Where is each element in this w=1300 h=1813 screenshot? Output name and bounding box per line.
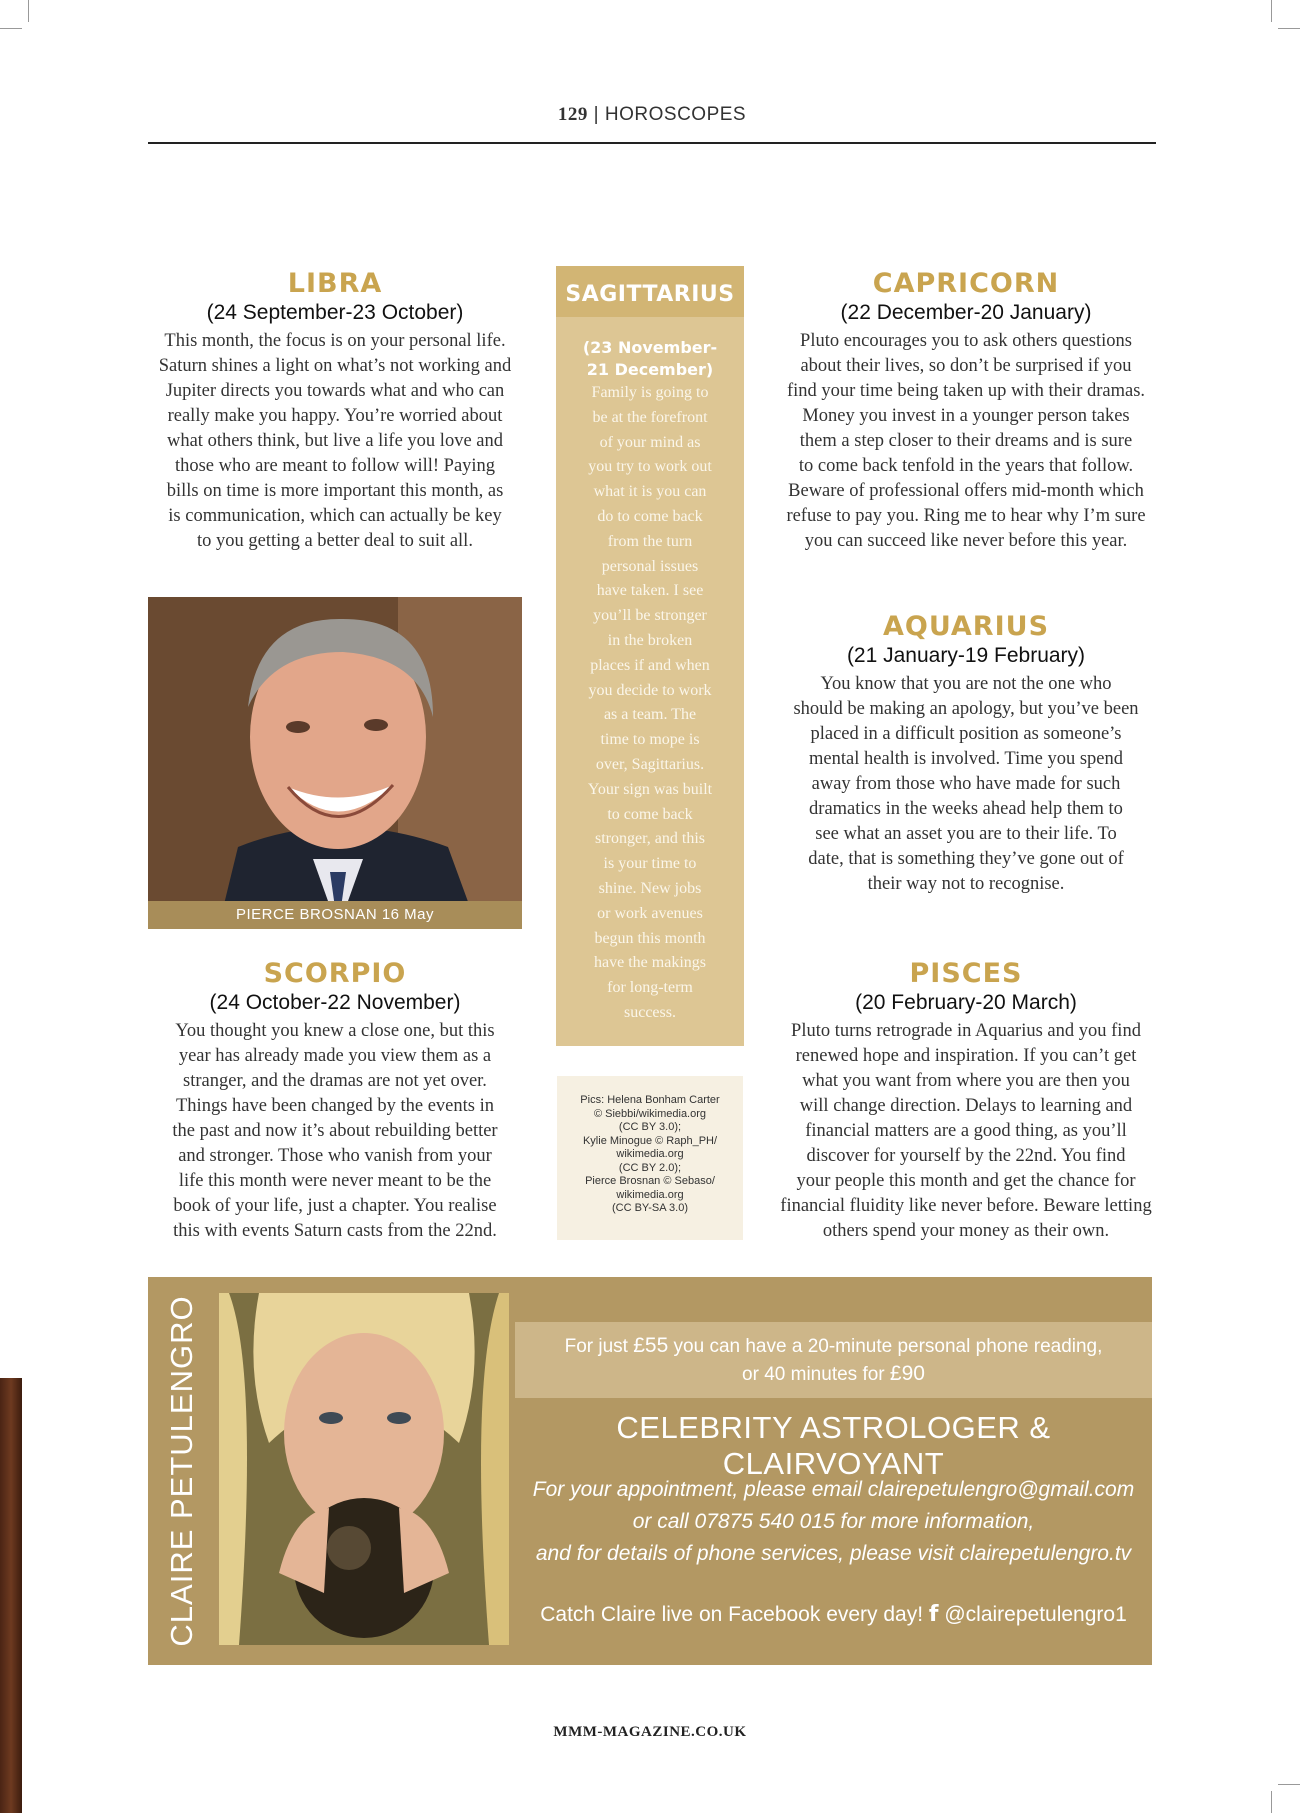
page-spine-edge	[0, 1378, 22, 1813]
sign-name: PISCES	[909, 958, 1023, 989]
text-line: really make you happy. You’re worried about	[167, 406, 503, 426]
text-line: Things have been changed by the events in	[176, 1096, 494, 1116]
text-line: do to come back	[597, 507, 703, 525]
credit-line: (CC BY 2.0);	[618, 1161, 682, 1174]
crop-mark	[1271, 0, 1272, 22]
credit-line: Pierce Brosnan © Sebaso/	[585, 1175, 715, 1187]
text-line: financial fluidity like never before. Beware letting	[780, 1196, 1152, 1216]
astrologer-name: CLAIRE PETULENGRO	[164, 1295, 199, 1647]
text-line: for long-term	[607, 979, 693, 997]
facebook-text: Catch Claire live on Facebook every day!	[540, 1603, 924, 1626]
text-line: is communication, which can actually be key	[168, 506, 502, 526]
text-line: You know that you are not the one who	[820, 674, 1112, 694]
text-line: what you want from where you are then you	[802, 1071, 1130, 1091]
text-line: your people this month and get the chance for	[796, 1171, 1136, 1191]
advert-vertical-name	[148, 1277, 216, 1665]
pisces-entry	[776, 959, 1156, 1244]
text-line: book of your life, just a chapter. You realise	[173, 1196, 497, 1216]
text-line: you decide to work	[588, 681, 712, 699]
section-title: HOROSCOPES	[604, 104, 747, 125]
sign-text	[148, 1019, 522, 1244]
header-separator: |	[593, 104, 600, 125]
text-line: personal issues	[601, 557, 699, 575]
text-line: Pluto encourages you to ask others questions	[800, 331, 1132, 351]
text-line: begun this month	[594, 929, 706, 947]
text-line: from the turn	[607, 532, 693, 550]
date-line: (23 November-	[582, 338, 718, 357]
offer-text: you can have a 20-minute personal phone reading,	[668, 1336, 1103, 1357]
sign-dates: (22 December-20 January)	[840, 301, 1092, 324]
credit-line: (CC BY-SA 3.0)	[611, 1202, 688, 1214]
text-line: will change direction. Delays to learning and	[799, 1096, 1133, 1116]
text-line: refuse to pay you. Ring me to hear why I’m sure	[786, 506, 1146, 526]
page-number: 129	[557, 104, 588, 125]
text-line: should be making an apology, but you’ve been	[793, 699, 1139, 719]
text-line: as a team. The	[603, 706, 697, 724]
sign-dates: (20 February-20 March)	[855, 991, 1077, 1014]
contact-line: and for details of phone services, please visit clairepetulengro.tv	[535, 1542, 1132, 1565]
text-line: what others think, but live a life you love and	[166, 431, 503, 451]
sign-name: CAPRICORN	[872, 268, 1060, 299]
footer-site: MMM-MAGAZINE.CO.UK	[553, 1724, 747, 1740]
text-line: and stronger. Those who vanish from your	[178, 1146, 492, 1166]
sign-name: SCORPIO	[263, 958, 407, 989]
sign-dates: (24 October-22 November)	[209, 991, 461, 1014]
credit-line: Kylie Minogue © Raph_PH/	[582, 1134, 718, 1147]
sign-dates: (21 January-19 February)	[846, 644, 1086, 667]
text-line: to you getting a better deal to suit all.	[197, 531, 473, 551]
text-line: bills on time is more important this month, as	[166, 481, 504, 501]
text-line: those who are meant to follow will! Paying	[174, 456, 496, 476]
text-line: you try to work out	[588, 458, 712, 476]
text-line: You thought you knew a close one, but this	[175, 1021, 495, 1041]
text-line: time to mope is	[600, 731, 700, 749]
credit-line: wikimedia.org	[616, 1148, 684, 1160]
contact-line: or call 07875 540 015 for more information,	[632, 1510, 1035, 1533]
photo-caption: PIERCE BROSNAN 16 May	[148, 901, 522, 929]
sign-dates: (24 September-23 October)	[206, 301, 464, 324]
astrologer-illustration	[219, 1293, 509, 1645]
text-line: find your time being taken up with their dramas.	[786, 381, 1146, 401]
text-line: dramatics in the weeks ahead help them to	[809, 799, 1123, 819]
text-line: date, that is something they’ve gone out of	[808, 849, 1124, 869]
portrait-illustration	[148, 597, 522, 929]
credit-line: (CC BY 3.0);	[618, 1121, 682, 1133]
aquarius-entry	[776, 612, 1156, 897]
text-line: others spend your money as their own.	[822, 1221, 1110, 1241]
running-header	[148, 104, 1156, 126]
scorpio-entry	[148, 959, 522, 1244]
text-line: have the makings	[594, 954, 706, 972]
text-line: you can succeed like never before this year.	[804, 531, 1128, 551]
date-line: 21 December)	[586, 360, 714, 379]
text-line: Pluto turns retrograde in Aquarius and you find	[791, 1021, 1141, 1041]
text-line: of your mind as	[599, 433, 701, 451]
offer-text: For just	[564, 1336, 634, 1357]
text-line: or work avenues	[597, 904, 703, 922]
astrologer-photo	[219, 1293, 509, 1645]
text-line: to come back	[607, 805, 693, 823]
text-line: financial matters are a good thing, as you’ll	[805, 1121, 1127, 1141]
text-line: have taken. I see	[596, 582, 704, 600]
sign-name: LIBRA	[287, 268, 383, 299]
advert-facebook	[515, 1602, 1152, 1627]
text-line: them a step closer to their dreams and is sure	[799, 431, 1133, 451]
photo-credits	[557, 1076, 743, 1240]
celebrity-photo	[148, 597, 522, 929]
sign-name: AQUARIUS	[882, 611, 1050, 642]
text-line: success.	[624, 1003, 676, 1021]
text-line: This month, the focus is on your personal life.	[164, 331, 506, 351]
sign-text	[556, 381, 744, 1026]
credit-line: wikimedia.org	[616, 1188, 684, 1201]
facebook-handle: @clairepetulengro1	[944, 1603, 1127, 1626]
text-line: discover for yourself by the 22nd. You find	[806, 1146, 1126, 1166]
text-line: this with events Saturn casts from the 22nd.	[173, 1221, 497, 1241]
crop-mark	[1278, 28, 1300, 29]
price-55: £55	[633, 1334, 669, 1357]
text-line: Beware of professional offers mid-month which	[788, 481, 1144, 501]
text-line: Money you invest in a younger person takes	[802, 406, 1130, 426]
text-line: see what an asset you are to their life. To	[815, 824, 1117, 844]
text-line: Your sign was built	[587, 780, 713, 798]
header-rule	[148, 142, 1156, 144]
text-line: the past and now it’s about rebuilding better	[172, 1121, 498, 1141]
text-line: year has already made you view them as a	[178, 1046, 492, 1066]
text-line: you’ll be stronger	[593, 607, 707, 625]
text-line: Family is going to	[591, 384, 709, 401]
capricorn-entry	[776, 269, 1156, 554]
text-line: stronger, and this	[594, 830, 705, 848]
libra-entry	[148, 269, 522, 554]
text-line: life this month were never meant to be the	[178, 1171, 492, 1191]
sign-text	[776, 1019, 1156, 1244]
offer-line-2	[515, 1360, 1152, 1388]
text-line: in the broken	[607, 631, 693, 649]
text-line: is your time to	[603, 855, 697, 873]
crop-mark	[1271, 1791, 1272, 1813]
advert-offer	[515, 1322, 1152, 1398]
crop-mark	[0, 28, 22, 29]
offer-text: or 40 minutes for	[742, 1364, 890, 1385]
text-line: about their lives, so don’t be surprised if you	[800, 356, 1132, 376]
text-line: Saturn shines a light on what’s not working and	[158, 356, 512, 376]
text-line: placed in a difficult position as someone’s	[810, 724, 1122, 744]
text-line: places if and when	[590, 656, 710, 674]
text-line: stranger, and the dramas are not yet over.	[183, 1071, 487, 1091]
crop-mark	[28, 0, 29, 22]
text-line: over, Sagittarius.	[595, 755, 705, 773]
crop-mark	[1278, 1784, 1300, 1785]
contact-line: For your appointment, please email clairepetulengro@gmail.com	[532, 1478, 1135, 1501]
sign-text	[776, 329, 1156, 554]
sign-name: SAGITTARIUS	[556, 266, 744, 317]
text-line: shine. New jobs	[598, 879, 702, 897]
facebook-icon: f	[928, 1602, 939, 1627]
advert-contact	[515, 1474, 1152, 1570]
sign-dates	[556, 337, 744, 381]
text-line: away from those who have made for such	[811, 774, 1121, 794]
text-line: be at the forefront	[592, 408, 708, 426]
astrologer-advert	[148, 1277, 1152, 1665]
text-line: their way not to recognise.	[867, 874, 1065, 894]
offer-line-1	[515, 1332, 1152, 1360]
text-line: renewed hope and inspiration. If you can’t get	[795, 1046, 1137, 1066]
text-line: mental health is involved. Time you spend	[809, 749, 1123, 769]
sagittarius-sidebar	[556, 266, 744, 1046]
advert-title: CELEBRITY ASTROLOGER & CLAIRVOYANT	[616, 1410, 1051, 1481]
price-90: £90	[889, 1362, 925, 1385]
sign-text	[148, 329, 522, 554]
text-line: to come back tenfold in the years that follow.	[798, 456, 1134, 476]
text-line: what it is you can	[593, 483, 707, 501]
text-line: Jupiter directs you towards what and who can	[165, 381, 505, 401]
credit-line: Pics: Helena Bonham Carter	[580, 1094, 720, 1106]
sign-text	[776, 672, 1156, 897]
credit-line: © Siebbi/wikimedia.org	[593, 1107, 707, 1120]
